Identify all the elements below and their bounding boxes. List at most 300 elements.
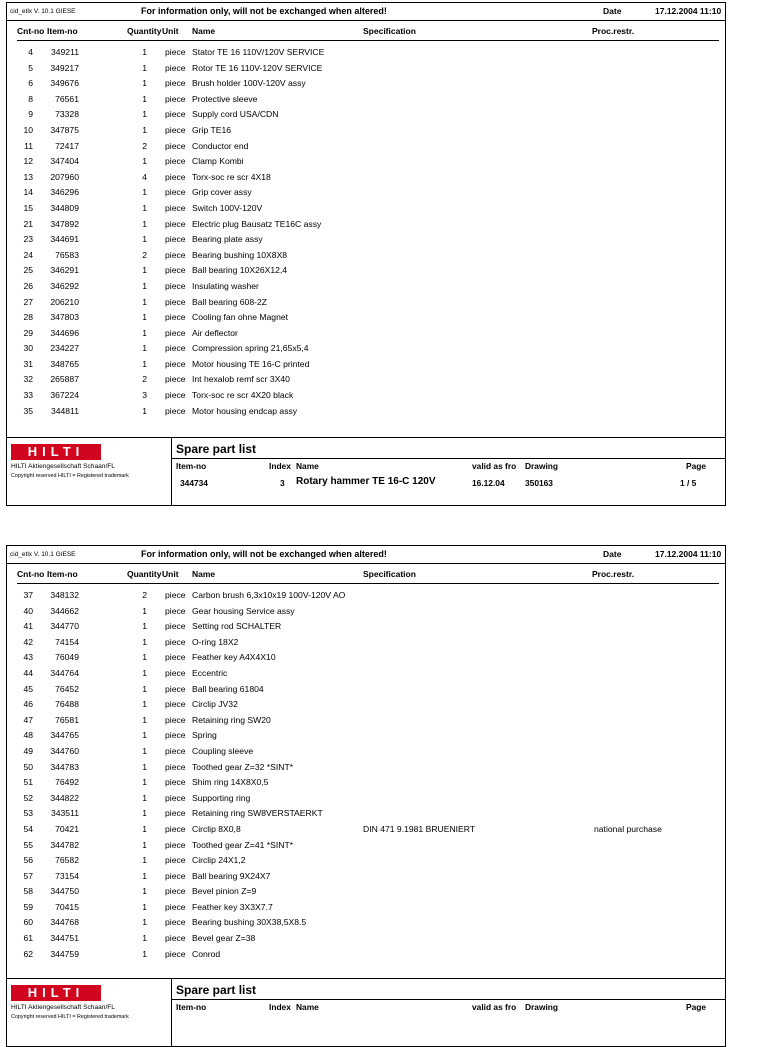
item-no-cell: 76561 [55, 93, 79, 104]
document-info [172, 979, 725, 1046]
unit-cell: piece [165, 93, 186, 104]
spare-part-sheet-page-2 [6, 545, 726, 1047]
name-cell: Retaining ring SW20 [192, 714, 271, 725]
parts-table [7, 45, 725, 419]
item-no-cell: 346296 [50, 187, 79, 198]
cnt-no-cell: 5 [28, 62, 33, 73]
name-cell: Motor housing endcap assy [192, 405, 298, 416]
item-no-label: Item-no [176, 461, 207, 471]
item-no-label: Item-no [176, 1002, 207, 1012]
unit-cell: piece [165, 171, 186, 182]
quantity-cell: 1 [142, 405, 147, 416]
unit-cell: piece [165, 683, 186, 694]
cnt-no-cell: 10 [23, 124, 33, 135]
name-cell: Retaining ring SW8VERSTAERKT [192, 808, 323, 819]
table-row [7, 900, 725, 916]
table-row [7, 263, 725, 279]
item-no-cell: 344691 [50, 234, 79, 245]
table-row [7, 713, 725, 729]
quantity-cell: 1 [142, 312, 147, 323]
name-cell: Conrod [192, 948, 221, 959]
name-cell: Conductor end [192, 140, 249, 151]
unit-cell: piece [165, 761, 186, 772]
col-unit: Unit [162, 569, 179, 579]
unit-cell: piece [165, 933, 186, 944]
item-no-cell: 347803 [50, 312, 79, 323]
name-cell: Ball bearing 61804 [192, 683, 264, 694]
unit-cell: piece [165, 917, 186, 928]
parts-table [7, 588, 725, 962]
quantity-cell: 1 [142, 62, 147, 73]
valid-from-value: 16.12.04 [472, 478, 505, 488]
quantity-cell: 1 [142, 683, 147, 694]
cnt-no-cell: 60 [23, 917, 33, 928]
copyright-text: Copyright reserved HILTI = Registered trademark [11, 473, 129, 479]
quantity-cell: 2 [142, 590, 147, 600]
table-row [7, 869, 725, 885]
quantity-cell: 1 [142, 636, 147, 647]
item-no-value: 344734 [180, 478, 208, 488]
unit-cell: piece [165, 636, 186, 647]
table-row [7, 139, 725, 155]
table-row [7, 697, 725, 713]
table-row [7, 154, 725, 170]
cnt-no-cell: 44 [23, 667, 33, 678]
quantity-cell: 1 [142, 343, 147, 354]
col-proc-restr: Proc.restr. [592, 26, 635, 36]
item-no-cell: 73328 [55, 109, 79, 120]
notice-text: For information only, will not be exchanged when altered! [141, 6, 387, 16]
quantity-cell: 1 [142, 621, 147, 632]
drawing-label: Drawing [525, 1002, 559, 1012]
quantity-cell: 1 [142, 124, 147, 135]
header-rule [17, 583, 719, 584]
name-cell: Feather key 3X3X7.7 [192, 901, 273, 912]
name-cell: Brush holder 100V-120V assy [192, 78, 306, 89]
name-cell: Coupling sleeve [192, 745, 254, 756]
cnt-no-cell: 56 [23, 855, 33, 866]
unit-cell: piece [165, 47, 186, 57]
title-rule [172, 458, 725, 459]
table-row [7, 588, 725, 604]
unit-cell: piece [165, 652, 186, 663]
unit-cell: piece [165, 605, 186, 616]
name-cell: Carbon brush 6,3x10x19 100V-120V AO [192, 590, 346, 600]
cnt-no-cell: 6 [28, 78, 33, 89]
item-no-cell: 344696 [50, 327, 79, 338]
hilti-logo-text: HILTI [27, 985, 85, 1000]
item-no-cell: 347875 [50, 124, 79, 135]
quantity-cell: 1 [142, 187, 147, 198]
item-no-cell: 74154 [55, 636, 79, 647]
quantity-cell: 1 [142, 358, 147, 369]
item-no-cell: 206210 [50, 296, 79, 307]
name-cell: Air deflector [192, 327, 238, 338]
item-no-cell: 344811 [50, 405, 79, 416]
table-row [7, 170, 725, 186]
name-cell: Toothed gear Z=32 *SINT* [192, 761, 294, 772]
table-row [7, 760, 725, 776]
cnt-no-cell: 4 [28, 47, 33, 57]
table-row [7, 107, 725, 123]
table-row [7, 76, 725, 92]
date-label: Date [603, 6, 622, 16]
name-cell: Circlip 24X1,2 [192, 855, 246, 866]
cnt-no-cell: 11 [24, 140, 33, 151]
cnt-no-cell: 46 [23, 699, 33, 710]
quantity-cell: 2 [142, 249, 147, 260]
index-label: Index [269, 461, 291, 471]
name-cell: Ball bearing 9X24X7 [192, 870, 271, 881]
item-no-cell: 349676 [50, 78, 79, 89]
quantity-cell: 1 [142, 652, 147, 663]
item-no-cell: 347404 [50, 156, 79, 167]
item-no-cell: 344770 [50, 621, 79, 632]
title-block [7, 437, 725, 505]
name-cell: Ball bearing 608-2Z [192, 296, 268, 307]
index-value: 3 [280, 478, 285, 488]
col-cnt-no: Cnt-no [17, 26, 45, 36]
unit-cell: piece [165, 808, 186, 819]
name-cell: Bearing bushing 10X8X8 [192, 249, 288, 260]
unit-cell: piece [165, 249, 186, 260]
item-no-cell: 347892 [50, 218, 79, 229]
date-value: 17.12.2004 11:10 [655, 6, 722, 16]
item-no-cell: 265887 [50, 374, 79, 385]
cnt-no-cell: 28 [23, 312, 33, 323]
quantity-cell: 1 [142, 761, 147, 772]
unit-cell: piece [165, 621, 186, 632]
cnt-no-cell: 25 [23, 265, 33, 276]
cnt-no-cell: 32 [23, 374, 33, 385]
item-no-cell: 344750 [50, 886, 79, 897]
table-row [7, 185, 725, 201]
table-row [7, 123, 725, 139]
company-name: HILTI Aktiengesellschaft Schaan/FL [11, 463, 115, 470]
table-row [7, 201, 725, 217]
table-row [7, 61, 725, 77]
quantity-cell: 1 [142, 667, 147, 678]
unit-cell: piece [165, 109, 186, 120]
quantity-cell: 1 [142, 839, 147, 850]
col-quantity: Quantity [127, 569, 162, 579]
name-cell: Switch 100V-120V [192, 202, 263, 213]
item-no-cell: 76492 [55, 777, 79, 788]
col-quantity: Quantity [127, 26, 162, 36]
cnt-no-cell: 41 [23, 621, 33, 632]
table-row [7, 232, 725, 248]
unit-cell: piece [165, 667, 186, 678]
cnt-no-cell: 47 [23, 714, 33, 725]
table-row [7, 666, 725, 682]
quantity-cell: 1 [142, 855, 147, 866]
item-no-cell: 343511 [50, 808, 79, 819]
quantity-cell: 1 [142, 886, 147, 897]
unit-cell: piece [165, 405, 186, 416]
quantity-cell: 1 [142, 93, 147, 104]
cnt-no-cell: 24 [23, 249, 33, 260]
col-unit: Unit [162, 26, 179, 36]
quantity-cell: 1 [142, 730, 147, 741]
name-cell: Bevel gear Z=38 [192, 933, 256, 944]
unit-cell: piece [165, 187, 186, 198]
cnt-no-cell: 30 [23, 343, 33, 354]
cnt-no-cell: 59 [23, 901, 33, 912]
item-no-cell: 70415 [55, 901, 79, 912]
version-label: cid_etlx V. 10.1 GIESE [10, 8, 76, 15]
page-label: Page [686, 1002, 707, 1012]
name-cell: Insulating washer [192, 280, 259, 291]
cnt-no-cell: 12 [23, 156, 33, 167]
col-proc-restr: Proc.restr. [592, 569, 635, 579]
cnt-no-cell: 57 [23, 870, 33, 881]
quantity-cell: 1 [142, 234, 147, 245]
cnt-no-cell: 8 [28, 93, 33, 104]
unit-cell: piece [165, 777, 186, 788]
drawing-label: Drawing [525, 461, 559, 471]
name-cell: Bevel pinion Z=9 [192, 886, 257, 897]
table-row [7, 372, 725, 388]
quantity-cell: 1 [142, 714, 147, 725]
cnt-no-cell: 45 [23, 683, 33, 694]
item-no-cell: 349217 [50, 62, 79, 73]
item-no-cell: 76452 [55, 683, 79, 694]
table-row [7, 310, 725, 326]
cnt-no-cell: 61 [23, 933, 33, 944]
page-label: Page [686, 461, 707, 471]
item-no-cell: 348132 [50, 590, 79, 600]
table-row [7, 217, 725, 233]
sheet-header [7, 3, 725, 21]
cnt-no-cell: 27 [23, 296, 33, 307]
table-row [7, 884, 725, 900]
unit-cell: piece [165, 870, 186, 881]
name-cell: Feather key A4X4X10 [192, 652, 276, 663]
unit-cell: piece [165, 839, 186, 850]
hilti-logo-text: HILTI [27, 444, 85, 459]
cnt-no-cell: 26 [23, 280, 33, 291]
table-row [7, 744, 725, 760]
table-row [7, 853, 725, 869]
unit-cell: piece [165, 124, 186, 135]
item-no-cell: 346291 [50, 265, 79, 276]
item-no-cell: 76582 [55, 855, 79, 866]
unit-cell: piece [165, 745, 186, 756]
item-no-cell: 72417 [55, 140, 79, 151]
quantity-cell: 1 [142, 777, 147, 788]
quantity-cell: 1 [142, 933, 147, 944]
item-no-cell: 367224 [50, 390, 79, 401]
table-row [7, 775, 725, 791]
table-row [7, 341, 725, 357]
name-cell: Torx-soc re scr 4X20 black [192, 390, 294, 401]
table-row [7, 619, 725, 635]
name-cell: Int hexalob remf scr 3X40 [192, 374, 290, 385]
name-cell: Circlip 8X0,8 [192, 823, 241, 834]
cnt-no-cell: 54 [23, 823, 33, 834]
name-cell: Clamp Kombi [192, 156, 244, 167]
item-no-cell: 234227 [50, 343, 79, 354]
name-cell: Bearing bushing 30X38,5X8.5 [192, 917, 307, 928]
item-no-cell: 344760 [50, 745, 79, 756]
quantity-cell: 1 [142, 605, 147, 616]
col-item-no: Item-no [47, 569, 78, 579]
name-cell: Stator TE 16 110V/120V SERVICE [192, 47, 325, 57]
col-name: Name [192, 569, 216, 579]
table-row [7, 650, 725, 666]
unit-cell: piece [165, 855, 186, 866]
unit-cell: piece [165, 265, 186, 276]
product-name: Rotary hammer TE 16-C 120V [296, 476, 436, 487]
quantity-cell: 1 [142, 327, 147, 338]
unit-cell: piece [165, 234, 186, 245]
quantity-cell: 4 [142, 171, 147, 182]
item-no-cell: 207960 [50, 171, 79, 182]
doc-title: Spare part list [176, 442, 257, 456]
quantity-cell: 2 [142, 374, 147, 385]
quantity-cell: 1 [142, 792, 147, 803]
unit-cell: piece [165, 218, 186, 229]
cnt-no-cell: 49 [23, 745, 33, 756]
name-cell: Compression spring 21,65x5,4 [192, 343, 309, 354]
column-headers [7, 564, 725, 584]
table-row [7, 806, 725, 822]
quantity-cell: 1 [142, 78, 147, 89]
spare-part-sheet-page-1 [6, 2, 726, 506]
company-block [7, 979, 172, 1046]
item-no-cell: 344809 [50, 202, 79, 213]
unit-cell: piece [165, 714, 186, 725]
unit-cell: piece [165, 699, 186, 710]
name-label: Name [296, 1002, 319, 1012]
title-block [7, 978, 725, 1046]
unit-cell: piece [165, 948, 186, 959]
unit-cell: piece [165, 202, 186, 213]
page-number: 1 / 5 [680, 478, 697, 488]
table-row [7, 248, 725, 264]
quantity-cell: 1 [142, 218, 147, 229]
unit-cell: piece [165, 296, 186, 307]
name-cell: Grip cover assy [192, 187, 252, 198]
table-row [7, 326, 725, 342]
unit-cell: piece [165, 280, 186, 291]
cnt-no-cell: 42 [23, 636, 33, 647]
quantity-cell: 1 [142, 901, 147, 912]
name-cell: Eccentric [192, 667, 228, 678]
version-label: cid_etlx V. 10.1 GIESE [10, 551, 76, 558]
quantity-cell: 1 [142, 948, 147, 959]
cnt-no-cell: 23 [23, 234, 33, 245]
quantity-cell: 3 [142, 390, 147, 401]
quantity-cell: 1 [142, 296, 147, 307]
cnt-no-cell: 53 [23, 808, 33, 819]
cnt-no-cell: 50 [23, 761, 33, 772]
sheet-header [7, 546, 725, 564]
quantity-cell: 1 [142, 47, 147, 57]
unit-cell: piece [165, 140, 186, 151]
quantity-cell: 1 [142, 917, 147, 928]
col-cnt-no: Cnt-no [17, 569, 45, 579]
cnt-no-cell: 51 [23, 777, 33, 788]
company-block [7, 438, 172, 505]
item-no-cell: 76581 [55, 714, 79, 725]
table-row [7, 604, 725, 620]
item-no-cell: 76049 [55, 652, 79, 663]
index-label: Index [269, 1002, 291, 1012]
quantity-cell: 1 [142, 870, 147, 881]
quantity-cell: 1 [142, 202, 147, 213]
table-row [7, 357, 725, 373]
item-no-cell: 344783 [50, 761, 79, 772]
cnt-no-cell: 62 [23, 948, 33, 959]
table-row [7, 279, 725, 295]
unit-cell: piece [165, 156, 186, 167]
date-value: 17.12.2004 11:10 [655, 549, 722, 559]
unit-cell: piece [165, 312, 186, 323]
name-cell: Grip TE16 [192, 124, 232, 135]
table-row [7, 45, 725, 61]
copyright-text: Copyright reserved HILTI = Registered trademark [11, 1014, 129, 1020]
name-cell: Shim ring 14X8X0,5 [192, 777, 269, 788]
unit-cell: piece [165, 823, 186, 834]
table-row [7, 915, 725, 931]
cnt-no-cell: 35 [23, 405, 33, 416]
quantity-cell: 1 [142, 280, 147, 291]
cnt-no-cell: 14 [23, 187, 33, 198]
header-rule [17, 40, 719, 41]
unit-cell: piece [165, 358, 186, 369]
company-name: HILTI Aktiengesellschaft Schaan/FL [11, 1004, 115, 1011]
name-cell: Supply cord USA/CDN [192, 109, 279, 120]
item-no-cell: 344764 [50, 667, 79, 678]
unit-cell: piece [165, 792, 186, 803]
name-cell: Ball bearing 10X26X12,4 [192, 265, 288, 276]
name-cell: Bearing plate assy [192, 234, 263, 245]
document-info [172, 438, 725, 505]
quantity-cell: 1 [142, 156, 147, 167]
name-cell: Electric plug Bausatz TE16C assy [192, 218, 322, 229]
table-row [7, 404, 725, 420]
proc-restr-cell: national purchase [594, 823, 662, 834]
cnt-no-cell: 9 [28, 109, 33, 120]
col-item-no: Item-no [47, 26, 78, 36]
valid-from-label: valid as fro [472, 461, 517, 471]
table-row [7, 388, 725, 404]
item-no-cell: 348765 [50, 358, 79, 369]
drawing-value: 350163 [525, 478, 553, 488]
name-cell: Protective sleeve [192, 93, 258, 104]
table-row [7, 791, 725, 807]
name-cell: Gear housing Service assy [192, 605, 295, 616]
item-no-cell: 346292 [50, 280, 79, 291]
item-no-cell: 344662 [50, 605, 79, 616]
name-cell: Cooling fan ohne Magnet [192, 312, 289, 323]
unit-cell: piece [165, 730, 186, 741]
col-specification: Specification [363, 26, 416, 36]
unit-cell: piece [165, 62, 186, 73]
item-no-cell: 349211 [50, 47, 79, 57]
notice-text: For information only, will not be exchanged when altered! [141, 549, 387, 559]
table-row [7, 838, 725, 854]
table-row [7, 295, 725, 311]
unit-cell: piece [165, 886, 186, 897]
name-cell: Motor housing TE 16-C printed [192, 358, 310, 369]
name-cell: Supporting ring [192, 792, 251, 803]
cnt-no-cell: 52 [23, 792, 33, 803]
cnt-no-cell: 31 [23, 358, 33, 369]
item-no-cell: 344751 [50, 933, 79, 944]
name-cell: Rotor TE 16 110V-120V SERVICE [192, 62, 323, 73]
